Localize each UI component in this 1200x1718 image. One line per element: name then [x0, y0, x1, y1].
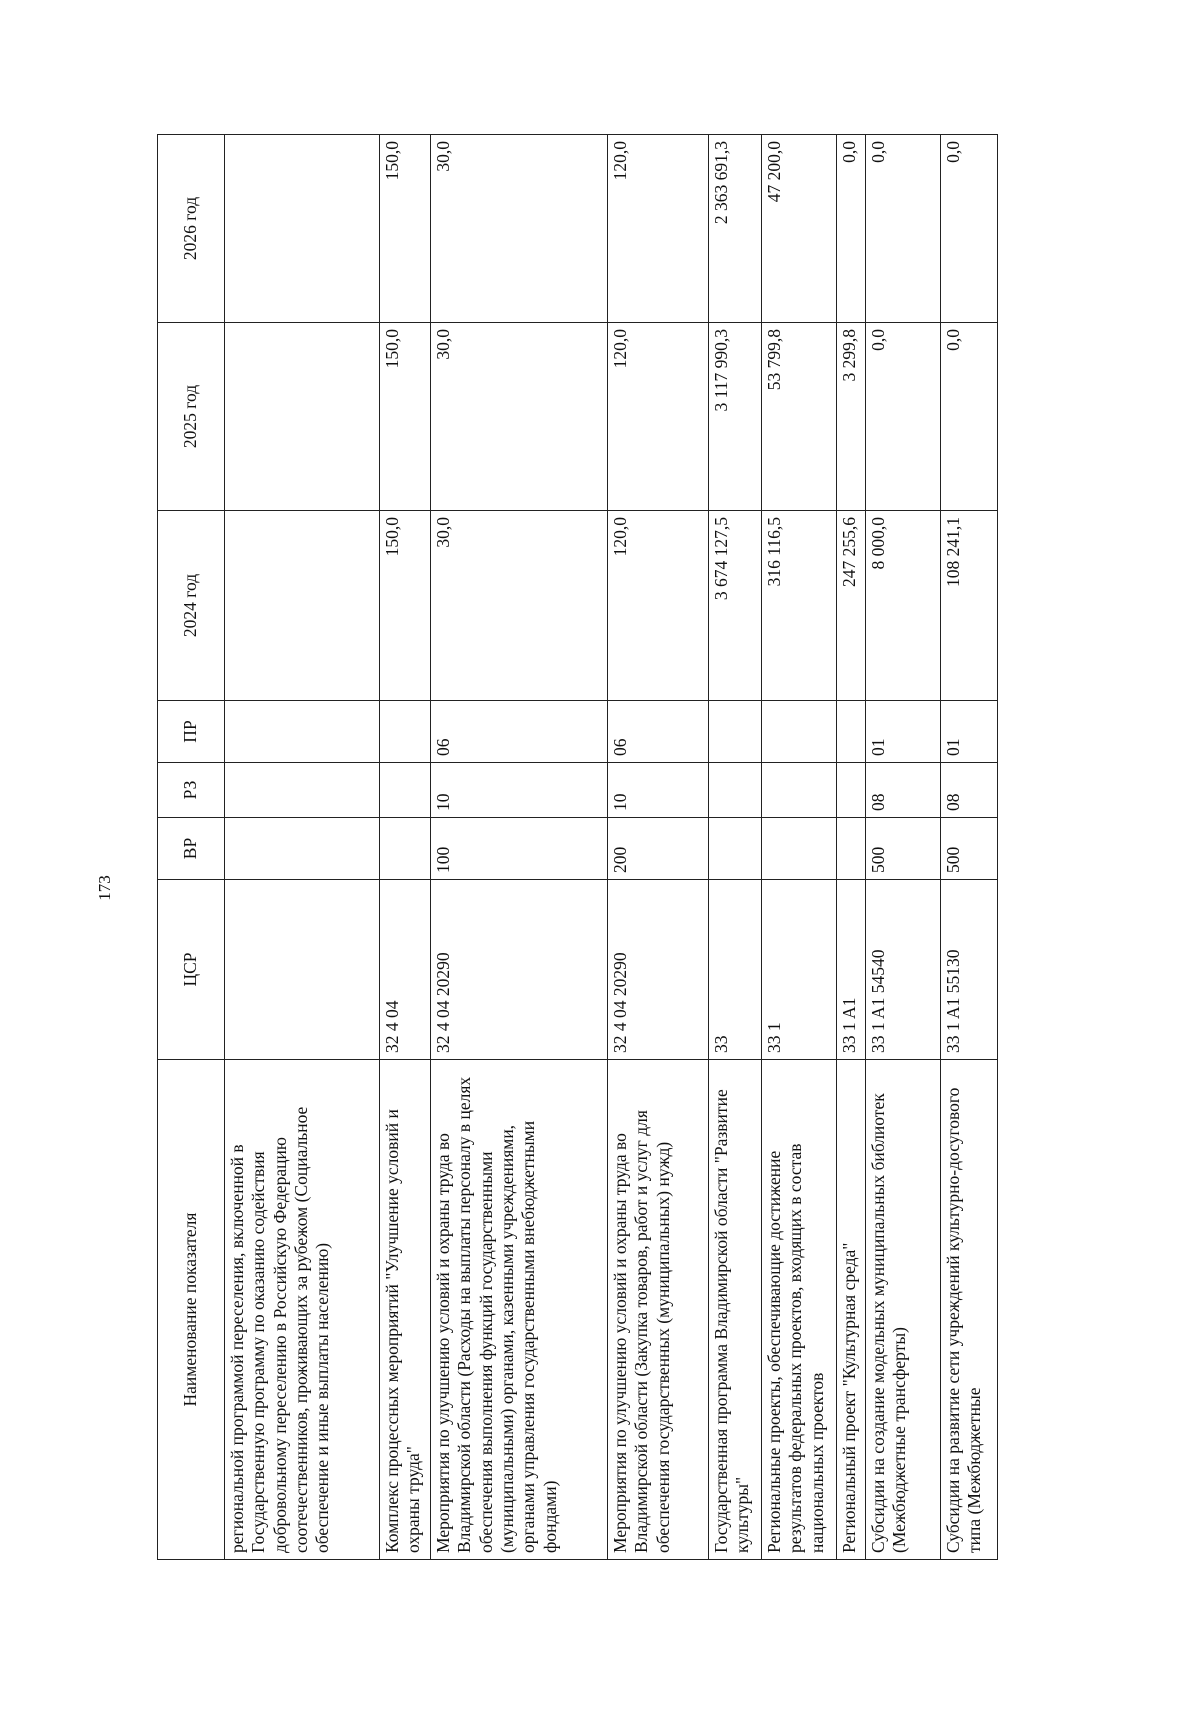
cell-rz: [762, 763, 837, 818]
cell-2025: 0,0: [941, 323, 998, 511]
cell-2026: 150,0: [380, 135, 431, 323]
rotated-page-content: [157, 135, 1143, 1560]
cell-2024: 3 674 127,5: [709, 511, 762, 701]
cell-2026: 2 363 691,3: [709, 135, 762, 323]
cell-rz: 10: [431, 763, 608, 818]
cell-2026: 120,0: [608, 135, 709, 323]
cell-vr: 100: [431, 818, 608, 880]
cell-name: Мероприятия по улучшению условий и охраны труда во Владимирской области (Расходы на выплаты персоналу в целях обеспечения выполнения функций государственными (муниципальными) органами, казенными учреждениями, органами управления государственными внебюджетными фондами): [431, 1060, 608, 1560]
cell-2024: 150,0: [380, 511, 431, 701]
cell-name: Комплекс процессных мероприятий "Улучшение условий и охраны труда": [380, 1060, 431, 1560]
cell-csr: [225, 880, 380, 1060]
cell-pr: 06: [431, 701, 608, 763]
cell-name: региональной программой переселения, включенной в Государственную программу по оказанию содействия добровольному переселению в Российскую Федерацию соотечественников, проживающих за рубежом (Социальное обеспечение и иные выплаты населению): [225, 1060, 380, 1560]
cell-pr: 01: [866, 701, 941, 763]
cell-name: Региональный проект "Культурная среда": [837, 1060, 866, 1560]
header-csr: ЦСР: [158, 880, 225, 1060]
cell-2024: 30,0: [431, 511, 608, 701]
cell-2026: 0,0: [837, 135, 866, 323]
cell-2026: [225, 135, 380, 323]
cell-pr: [380, 701, 431, 763]
cell-vr: [762, 818, 837, 880]
cell-rz: [225, 763, 380, 818]
cell-vr: 500: [941, 818, 998, 880]
table-row: [866, 135, 941, 1560]
table-row: [225, 135, 380, 1560]
cell-2026: 47 200,0: [762, 135, 837, 323]
cell-vr: [709, 818, 762, 880]
cell-2024: 247 255,6: [837, 511, 866, 701]
cell-2024: 316 116,5: [762, 511, 837, 701]
cell-2025: 53 799,8: [762, 323, 837, 511]
cell-rz: 08: [941, 763, 998, 818]
cell-2026: 0,0: [941, 135, 998, 323]
cell-pr: [709, 701, 762, 763]
cell-csr: 32 4 04 20290: [608, 880, 709, 1060]
table-row: [709, 135, 762, 1560]
cell-2025: [225, 323, 380, 511]
header-2026: 2026 год: [158, 135, 225, 323]
cell-pr: [837, 701, 866, 763]
cell-csr: 33: [709, 880, 762, 1060]
cell-csr: 33 1 A1: [837, 880, 866, 1060]
cell-2024: 8 000,0: [866, 511, 941, 701]
table-row: [608, 135, 709, 1560]
cell-csr: 33 1 A1 54540: [866, 880, 941, 1060]
cell-2025: 150,0: [380, 323, 431, 511]
cell-vr: [380, 818, 431, 880]
header-2024: 2024 год: [158, 511, 225, 701]
cell-pr: 01: [941, 701, 998, 763]
table-row: [837, 135, 866, 1560]
cell-2026: 0,0: [866, 135, 941, 323]
cell-csr: 33 1: [762, 880, 837, 1060]
cell-pr: 06: [608, 701, 709, 763]
cell-2024: [225, 511, 380, 701]
cell-name: Субсидии на создание модельных муниципальных библиотек (Межбюджетные трансферты): [866, 1060, 941, 1560]
table-row: [762, 135, 837, 1560]
header-name: Наименование показателя: [158, 1060, 225, 1560]
header-pr: ПР: [158, 701, 225, 763]
cell-2025: 0,0: [866, 323, 941, 511]
cell-2024: 108 241,1: [941, 511, 998, 701]
header-rz: РЗ: [158, 763, 225, 818]
cell-2025: 30,0: [431, 323, 608, 511]
cell-vr: [225, 818, 380, 880]
cell-rz: 08: [866, 763, 941, 818]
cell-csr: 32 4 04: [380, 880, 431, 1060]
page-number: 173: [95, 875, 114, 901]
table-header-row: [158, 135, 225, 1560]
cell-2025: 3 299,8: [837, 323, 866, 511]
cell-rz: 10: [608, 763, 709, 818]
cell-2026: 30,0: [431, 135, 608, 323]
cell-vr: 200: [608, 818, 709, 880]
cell-rz: [709, 763, 762, 818]
cell-csr: 32 4 04 20290: [431, 880, 608, 1060]
cell-pr: [225, 701, 380, 763]
header-2025: 2025 год: [158, 323, 225, 511]
cell-name: Государственная программа Владимирской области "Развитие культуры": [709, 1060, 762, 1560]
cell-vr: 500: [866, 818, 941, 880]
cell-csr: 33 1 A1 55130: [941, 880, 998, 1060]
table-row: [941, 135, 998, 1560]
table-row: [380, 135, 431, 1560]
cell-2025: 120,0: [608, 323, 709, 511]
cell-name: Субсидии на развитие сети учреждений культурно-досугового типа (Межбюджетные: [941, 1060, 998, 1560]
budget-table: [157, 134, 998, 1560]
cell-name: Региональные проекты, обеспечивающие достижение результатов федеральных проектов, входящих в состав национальных проектов: [762, 1060, 837, 1560]
cell-2024: 120,0: [608, 511, 709, 701]
table-row: [431, 135, 608, 1560]
cell-vr: [837, 818, 866, 880]
cell-rz: [837, 763, 866, 818]
cell-name: Мероприятия по улучшению условий и охраны труда во Владимирской области (Закупка товаров, работ и услуг для обеспечения государственных (муниципальных) нужд): [608, 1060, 709, 1560]
cell-2025: 3 117 990,3: [709, 323, 762, 511]
cell-pr: [762, 701, 837, 763]
header-vr: ВР: [158, 818, 225, 880]
cell-rz: [380, 763, 431, 818]
